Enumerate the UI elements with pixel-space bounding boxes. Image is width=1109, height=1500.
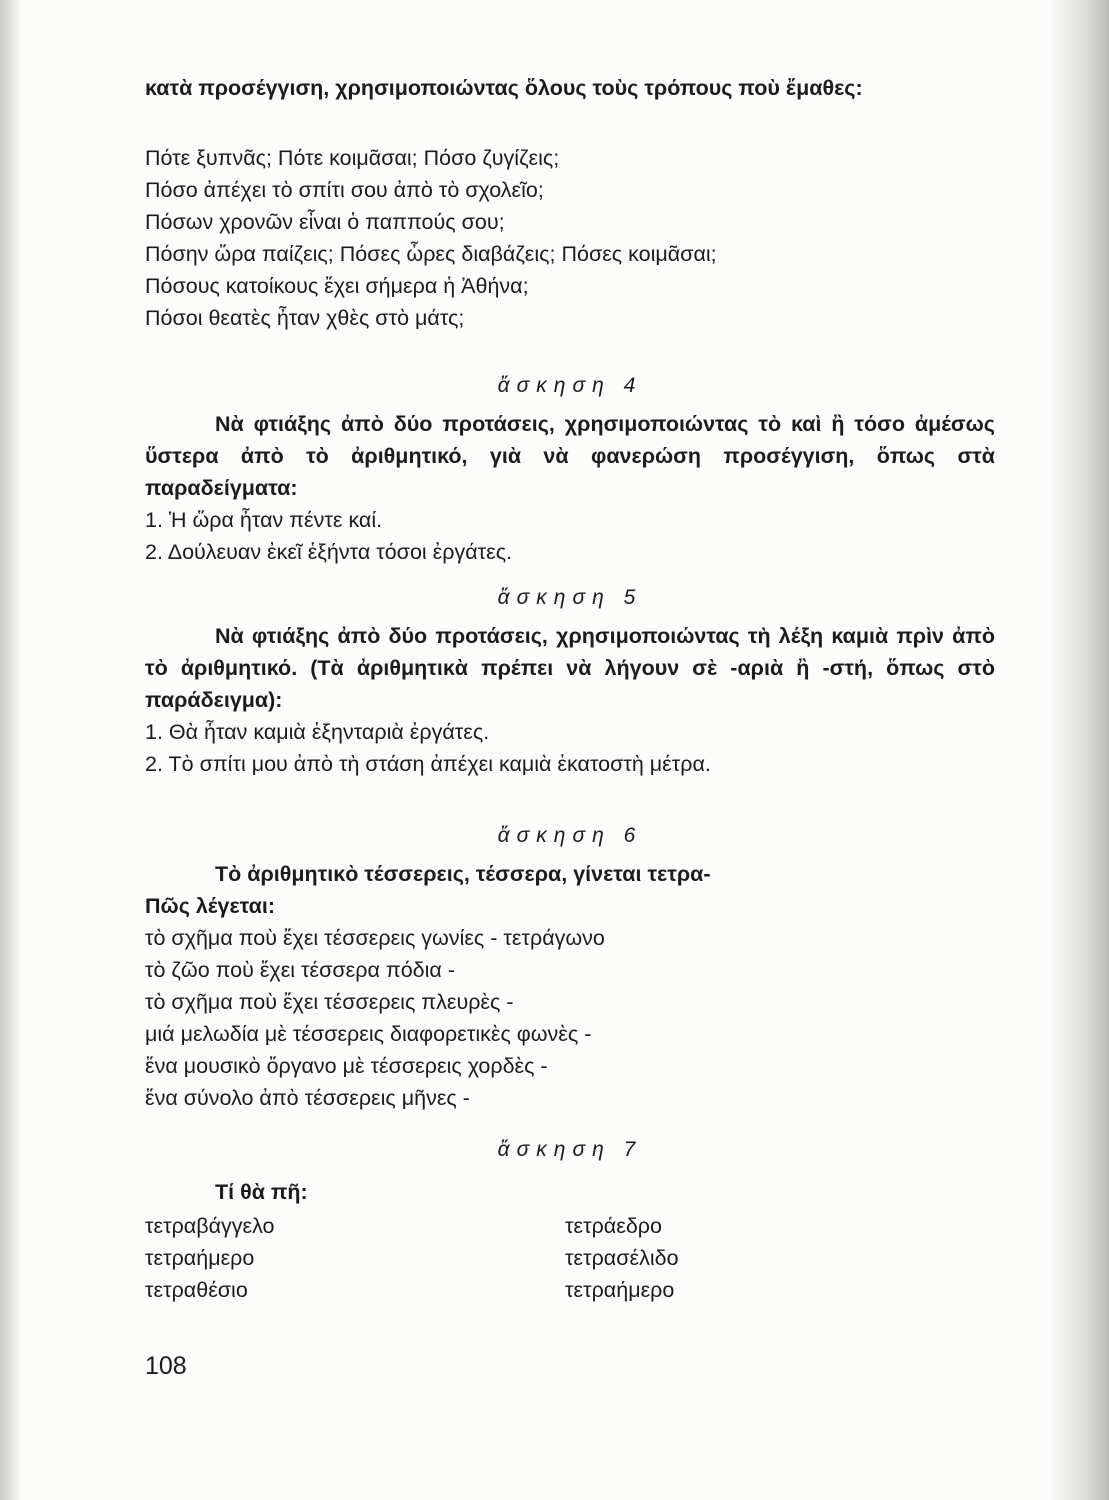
exercise-5-example: 1. Θὰ ἦταν καμιὰ ἑξηνταριὰ ἐργάτες. [145,720,490,744]
exercise-7-word: τετραβάγγελο [145,1214,275,1238]
exercise-7-word: τετραήμερο [565,1278,675,1302]
exercise-7-word: τετρασέλιδο [565,1246,679,1270]
exercise-6-heading: ἄσκηση 6 [497,824,643,847]
exercise-6-item: μιά μελωδία μὲ τέσσερεις διαφορετικὲς φωνὲς - [145,1022,592,1046]
exercise-4-heading: ἄσκηση 4 [497,374,643,397]
intro-instruction: κατὰ προσέγγιση, χρησιμοποιώντας ὅλους τοὺς τρόπους ποὺ ἔμαθες: [145,76,863,100]
question-line: Πότε ξυπνᾶς; Πότε κοιμᾶσαι; Πόσο ζυγίζεις; [145,146,560,170]
exercise-6-title: Τὸ ἀριθμητικὸ τέσσερεις, τέσσερα, γίνεται τετρα- [215,862,711,886]
exercise-7-right-column [565,1210,985,1306]
exercise-7-word: τετραήμερο [145,1246,255,1270]
exercise-6-item: ἕνα σύνολο ἀπὸ τέσσερεις μῆνες - [145,1086,470,1110]
exercise-4-example: 2. Δούλευαν ἐκεῖ ἑξήντα τόσοι ἐργάτες. [145,540,513,564]
exercise-7-word: τετραθέσιο [145,1278,248,1302]
exercise-6-item: ἕνα μουσικὸ ὄργανο μὲ τέσσερεις χορδὲς - [145,1054,548,1078]
exercise-7 [145,1134,995,1306]
exercise-7-left-column [145,1210,565,1306]
exercise-7-heading: ἄσκηση 7 [497,1138,643,1161]
exercise-5-heading: ἄσκηση 5 [497,586,643,609]
question-line: Πόσην ὥρα παίζεις; Πόσες ὧρες διαβάζεις; Πόσες κοιμᾶσαι; [145,242,717,266]
exercise-4 [145,370,995,568]
question-line: Πόσους κατοίκους ἔχει σήμερα ἡ Ἀθήνα; [145,274,529,298]
exercise-7-title: Τί θὰ πῆ: [215,1180,308,1204]
exercise-6-item: τὸ σχῆμα ποὺ ἔχει τέσσερεις γωνίες - τετράγωνο [145,926,605,950]
exercise-5 [145,582,995,780]
intro-section [145,72,995,334]
exercise-4-example: 1. Ἡ ὥρα ἦταν πέντε καί. [145,508,383,532]
page-right-edge-shadow [1049,0,1109,1500]
question-line: Πόσοι θεατὲς ἦταν χθὲς στὸ μάτς; [145,306,465,330]
exercise-5-example: 2. Τὸ σπίτι μου ἀπὸ τὴ στάση ἀπέχει καμιὰ ἑκατοστὴ μέτρα. [145,752,711,776]
exercise-6-item: τὸ σχῆμα ποὺ ἔχει τέσσερεις πλευρὲς - [145,990,514,1014]
page-number: 108 [145,1352,187,1380]
exercise-6-item: τὸ ζῶο ποὺ ἔχει τέσσερα πόδια - [145,958,455,982]
exercise-7-word-columns [145,1210,995,1306]
exercise-7-word: τετράεδρο [565,1214,662,1238]
question-line: Πόσων χρονῶν εἶναι ὁ παππούς σου; [145,210,505,234]
exercise-5-instruction: Νὰ φτιάξης ἀπὸ δύο προτάσεις, χρησιμοποιώντας τὴ λέξη καμιὰ πρὶν ἀπὸ τὸ ἀριθμητικό. (Τὰ ἀριθμητικὰ πρέπει νὰ λήγουν σὲ -αριὰ ἢ -στή, ὅπως στὸ παράδειγμα): [145,624,995,712]
exercise-4-instruction: Νὰ φτιάξης ἀπὸ δύο προτάσεις, χρησιμοποιώντας τὸ καὶ ἢ τόσο ἀμέσως ὕστερα ἀπὸ τὸ ἀριθμητικό, γιὰ νὰ φανερώση προσέγγιση, ὅπως στὰ παραδείγματα: [145,412,995,500]
page-content [145,72,995,1306]
page-left-edge-shadow [0,0,22,1500]
question-line: Πόσο ἀπέχει τὸ σπίτι σου ἀπὸ τὸ σχολεῖο; [145,178,544,202]
exercise-6 [145,820,995,1114]
exercise-6-subtitle: Πῶς λέγεται: [145,894,276,918]
